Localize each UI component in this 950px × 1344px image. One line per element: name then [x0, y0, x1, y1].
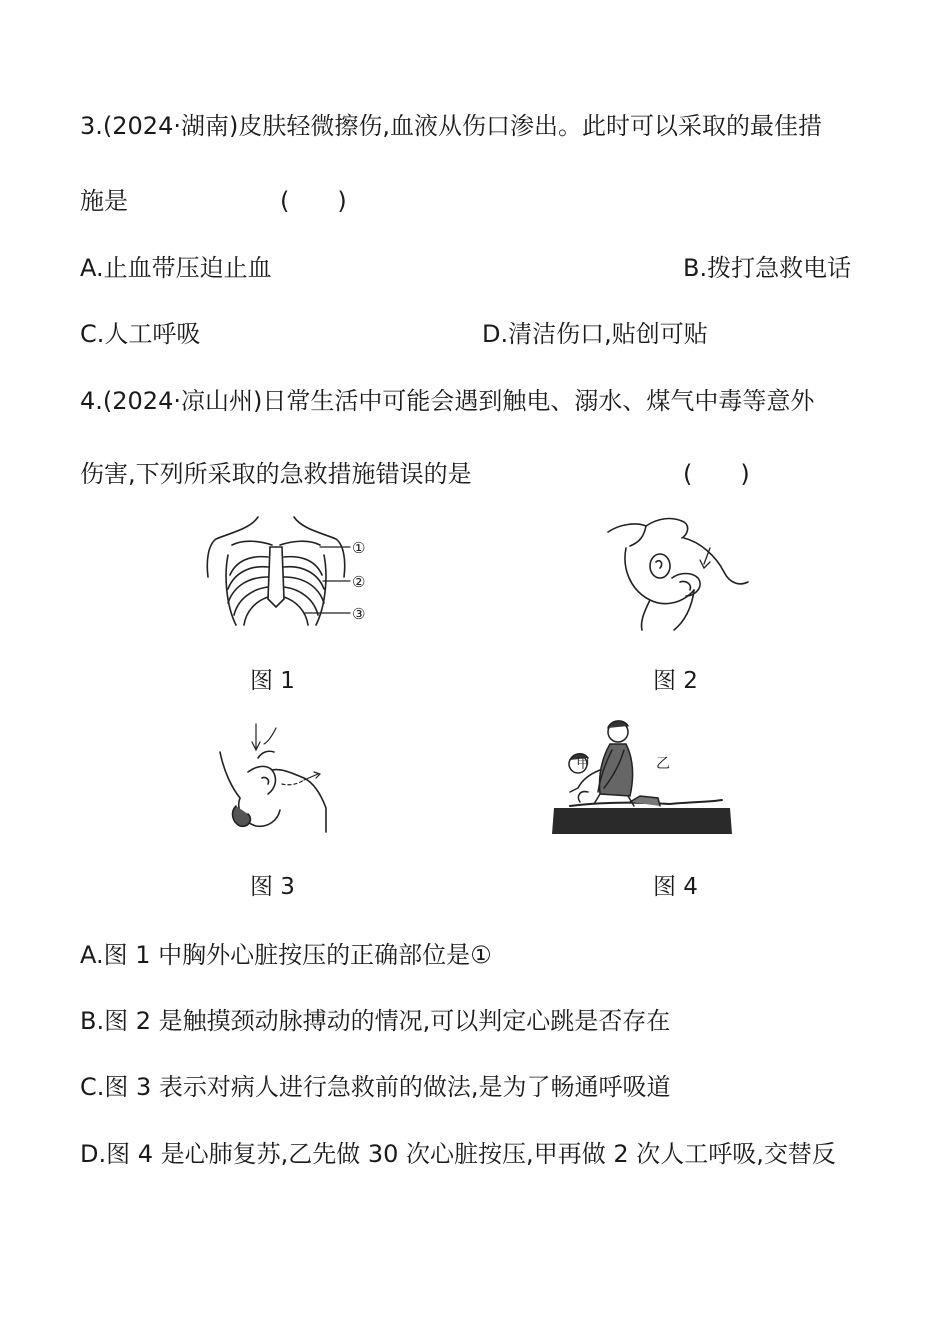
figure-3-caption: 图 3: [250, 874, 295, 900]
figure-1-ribcage: [200, 515, 385, 633]
q3-stem-line2: 施是: [80, 187, 128, 215]
q4-answer-paren: ( ): [683, 460, 750, 488]
figure-4-cpr: [540, 718, 735, 836]
q4-stem-line1: 4.(2024·凉山州)日常生活中可能会遇到触电、溺水、煤气中毒等意外: [80, 387, 815, 415]
fig1-label-1: ①: [352, 539, 366, 557]
q4-option-c[interactable]: C.图 3 表示对病人进行急救前的做法,是为了畅通呼吸道: [80, 1073, 671, 1101]
figure-2-caption: 图 2: [653, 668, 698, 694]
q3-stem-line1: 3.(2024·湖南)皮肤轻微擦伤,血液从伤口渗出。此时可以采取的最佳措: [80, 112, 822, 140]
fig4-label-jia: 甲: [576, 756, 590, 772]
q3-option-c[interactable]: C.人工呼吸: [80, 320, 201, 348]
q3-answer-paren: ( ): [280, 187, 347, 215]
figure-3-airway-opening: [218, 722, 330, 834]
figure-1-caption: 图 1: [250, 668, 295, 694]
q4-option-a[interactable]: A.图 1 中胸外心脏按压的正确部位是①: [80, 941, 492, 969]
fig1-label-3: ③: [352, 605, 366, 623]
q3-option-a[interactable]: A.止血带压迫止血: [80, 254, 272, 282]
figure-4-caption: 图 4: [653, 874, 698, 900]
q3-option-d[interactable]: D.清洁伤口,贴创可贴: [482, 320, 708, 348]
q4-option-d[interactable]: D.图 4 是心肺复苏,乙先做 30 次心脏按压,甲再做 2 次人工呼吸,交替反: [80, 1140, 836, 1168]
fig4-label-yi: 乙: [656, 756, 670, 772]
figure-2-pulse-check: [600, 512, 752, 632]
q4-stem-line2: 伤害,下列所采取的急救措施错误的是: [80, 460, 472, 488]
q3-option-b[interactable]: B.拨打急救电话: [683, 254, 852, 282]
fig1-label-2: ②: [352, 573, 366, 591]
q4-option-b[interactable]: B.图 2 是触摸颈动脉搏动的情况,可以判定心跳是否存在: [80, 1007, 671, 1035]
